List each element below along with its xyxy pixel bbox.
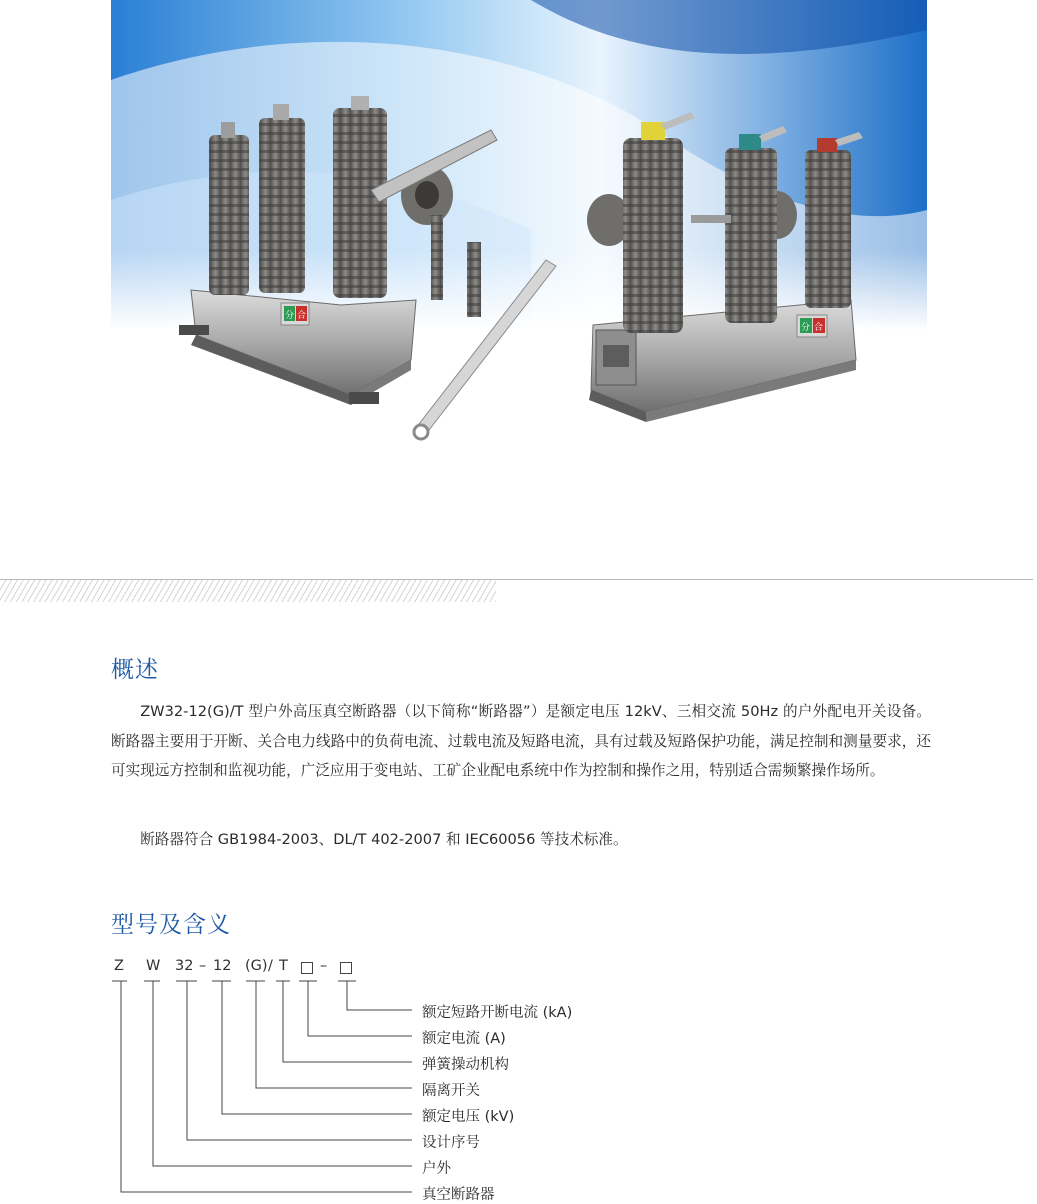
code-t: T (279, 958, 288, 974)
section-divider-hatch (0, 580, 496, 602)
code-z: Z (114, 958, 124, 974)
meaning-rated-voltage: 额定电压 (kV) (422, 1109, 515, 1125)
code-box-current (301, 962, 313, 974)
code-box-breaking-current (340, 962, 352, 974)
code-slash: / (268, 958, 273, 974)
code-dash-1: – (199, 958, 207, 974)
model-heading: 型号及含义 (111, 912, 231, 938)
right-breaker (587, 112, 863, 422)
meaning-vacuum-breaker: 真空断路器 (422, 1187, 495, 1203)
product-photo (111, 0, 927, 470)
code-12: 12 (213, 958, 232, 974)
product-photo-graphic (111, 0, 927, 470)
meaning-disconnector: 隔离开关 (422, 1083, 480, 1099)
meaning-breaking-current: 额定短路开断电流 (kA) (422, 1005, 573, 1021)
code-32: 32 (175, 958, 194, 974)
meaning-outdoor: 户外 (422, 1161, 451, 1177)
overview-paragraph-1: ZW32-12(G)/T 型户外高压真空断路器（以下简称“断路器”）是额定电压 12kV、三相交流 50Hz 的户外配电开关设备。断路器主要用于开断、关合电力线路中的负荷电流、过载电流及短路电流，具有过载及短路保护功能，满足控制和测量要求，还可实现远方控制和监视功能，广泛应用于变电站、工矿企业配电系统中作为控制和操作之用，特别适合需频繁操作场所。 (111, 703, 931, 779)
meaning-design-number: 设计序号 (422, 1135, 480, 1151)
code-w: W (146, 958, 161, 974)
meaning-rated-current: 额定电流 (A) (422, 1031, 506, 1047)
right-open-label: 分 (801, 323, 811, 333)
overview-heading: 概述 (111, 657, 159, 683)
left-open-label: 分 (285, 311, 295, 321)
meaning-spring-mechanism: 弹簧操动机构 (422, 1057, 509, 1073)
overview-paragraph-2: 断路器符合 GB1984-2003、DL/T 402-2007 和 IEC60056 等技术标准。 (140, 831, 628, 848)
code-dash-2: – (320, 958, 328, 974)
code-g: (G) (245, 958, 268, 974)
right-close-label: 合 (814, 323, 824, 333)
left-close-label: 合 (297, 311, 307, 321)
